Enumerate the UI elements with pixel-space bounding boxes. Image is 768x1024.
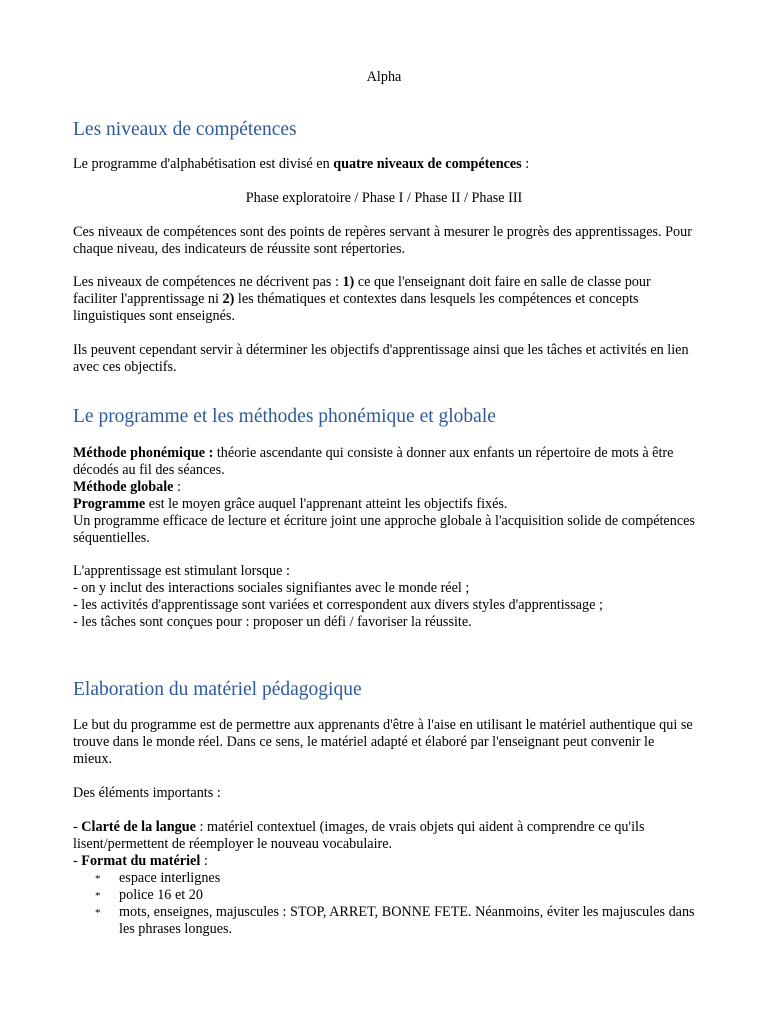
section3-para1: Le but du programme est de permettre aux apprenants d'être à l'aise en utilisant le matériel authentique qui se trouve dans le monde réel. Dans ce sens, le matériel adapté et élaboré par l'enseignant peut convenir le mieux. [73, 717, 693, 767]
stimulant-block [73, 563, 695, 631]
section3-para2: Des éléments importants : [73, 785, 221, 801]
section-heading-methodes: Le programme et les méthodes phonémique et globale [73, 406, 496, 427]
section1-para2: Ces niveaux de compétences sont des points de repères servant à mesurer le progrès des apprentissages. Pour chaque niveau, des indicateurs de réussite sont répertories. [73, 224, 692, 257]
list-item-text: mots, enseignes, majuscules : STOP, ARRET, BONNE FETE. Néanmoins, éviter les majuscules dans les phrases longues. [119, 904, 695, 937]
programme-line2: Un programme efficace de lecture et écriture joint une approche globale à l'acquisition solide de compétences séquentielles. [73, 513, 695, 546]
stimulant-item: - les activités d'apprentissage sont variées et correspondent aux divers styles d'apprentissage ; [73, 597, 603, 613]
globale-label: Méthode globale [73, 479, 174, 495]
programme-def [73, 496, 695, 513]
asterisk-icon: * [95, 873, 101, 885]
format-list [95, 870, 695, 938]
para3-text-c: ce que l'enseignant doit faire en salle de classe pour faciliter l'apprentissage ni [73, 274, 651, 307]
clarte-text: : matériel contextuel (images, de vrais objets qui aident à comprendre ce qu'ils lisent/permettent de réemployer le nouveau vocabulaire. [73, 819, 645, 852]
intro-text: Le programme d'alphabétisation est divisé en [73, 156, 334, 172]
list-item-text: espace interlignes [119, 870, 221, 886]
clarte-dash: - [73, 819, 82, 835]
programme-text: est le moyen grâce auquel l'apprenant atteint les objectifs fixés. [145, 496, 508, 512]
globale-text: : [173, 479, 181, 495]
page-header: Alpha [366, 69, 402, 85]
phonemique-text: théorie ascendante qui consiste à donner aux enfants un répertoire de mots à être décodés au fil des séances. [73, 445, 674, 478]
phases-line: Phase exploratoire / Phase I / Phase II / Phase III [245, 190, 523, 206]
intro-post: : [521, 156, 530, 172]
important-elements [73, 819, 695, 870]
asterisk-icon: * [95, 907, 101, 919]
list-item-text: police 16 et 20 [119, 887, 203, 903]
clarte-label: Clarté de la langue [81, 819, 196, 835]
stimulant-intro: L'apprentissage est stimulant lorsque : [73, 563, 290, 579]
intro-bold: quatre niveaux de compétences [333, 156, 522, 172]
para3-num-1: 1) [342, 274, 355, 290]
para3-num-2: 2) [222, 291, 235, 307]
clarte-item [73, 819, 695, 853]
phonemique-label: Méthode phonémique : [73, 445, 214, 461]
format-dash: - [73, 853, 82, 869]
phonemique-def [73, 445, 695, 479]
stimulant-item: - les tâches sont conçues pour : proposer un défi / favoriser la réussite. [73, 614, 472, 630]
para3-text-d: les thématiques et contextes dans lesquels les compétences et concepts linguistiques sont enseignés. [73, 291, 639, 324]
section1-intro [73, 156, 695, 173]
section-heading-elaboration: Elaboration du matériel pédagogique [73, 679, 362, 700]
format-item [73, 853, 695, 870]
stimulant-item: - on y inclut des interactions sociales signifiantes avec le monde réel ; [73, 580, 470, 596]
section2-definitions [73, 445, 695, 547]
format-label: Format du matériel [81, 853, 201, 869]
section-heading-niveaux: Les niveaux de compétences [73, 119, 297, 140]
list-item [95, 870, 695, 887]
globale-def [73, 479, 695, 496]
list-item [95, 887, 695, 904]
section1-para4: Ils peuvent cependant servir à déterminer les objectifs d'apprentissage ainsi que les tâches et activités en lien avec ces objectifs. [73, 342, 689, 375]
section1-para3 [73, 274, 695, 325]
list-item [95, 904, 695, 938]
asterisk-icon: * [95, 890, 101, 902]
programme-label: Programme [73, 496, 146, 512]
para3-text-a: Les niveaux de compétences ne décrivent pas : [73, 274, 343, 290]
format-text: : [200, 853, 208, 869]
